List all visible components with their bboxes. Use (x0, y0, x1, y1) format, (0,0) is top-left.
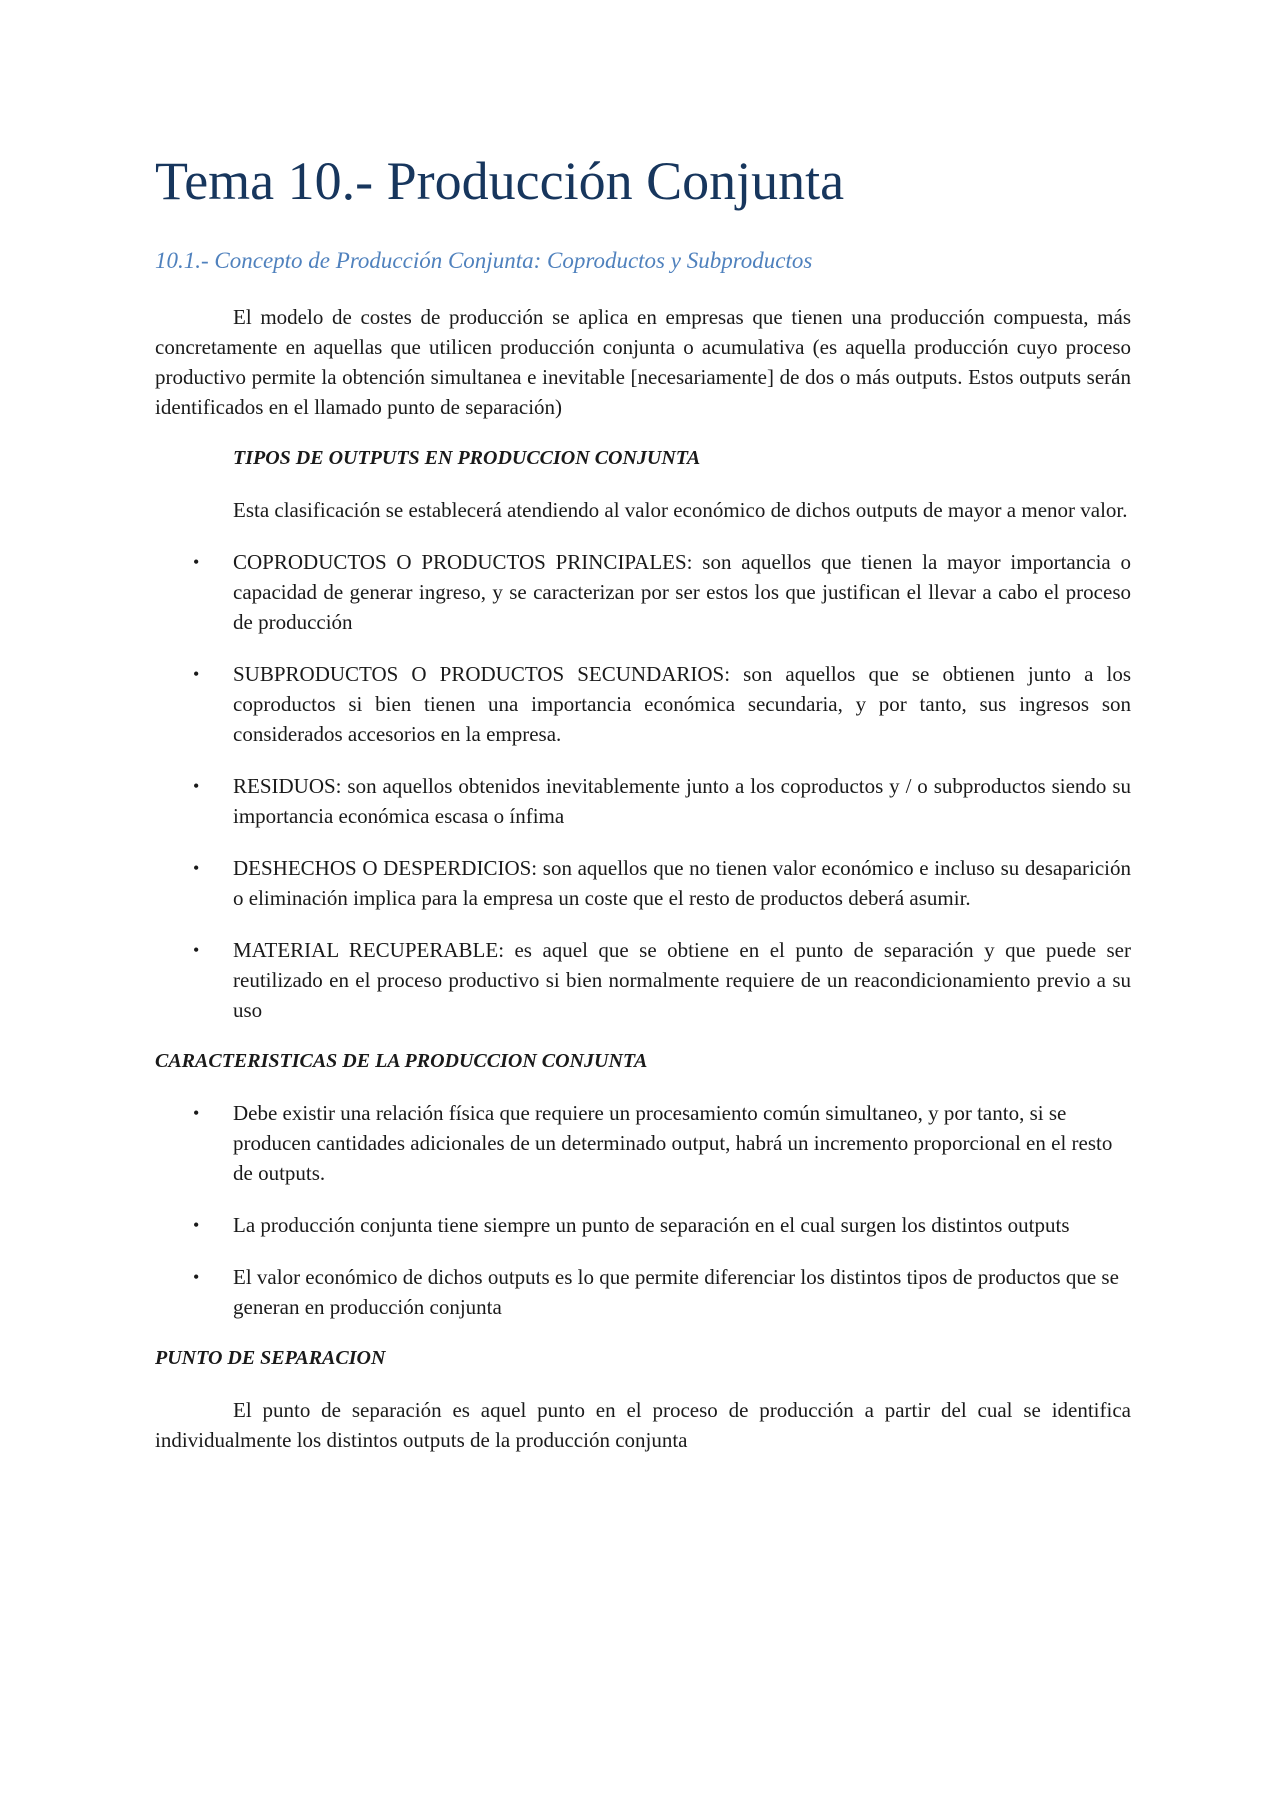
list-item-text: MATERIAL RECUPERABLE: es aquel que se obtiene en el punto de separación y que puede ser reutilizado en el proceso productivo si bien normalmente requiere de un reacondicionamiento previo a su uso (233, 938, 1131, 1022)
punto-paragraph: El punto de separación es aquel punto en el proceso de producción a partir del cual se identifica individualmente los distintos outputs de la producción conjunta (155, 1398, 1131, 1452)
intro-paragraph: El modelo de costes de producción se aplica en empresas que tienen una producción compuesta, más concretamente en aquellas que utilicen producción conjunta o acumulativa (es aquella producción cuyo proceso productivo permite la obtención simultanea e inevitable [necesariamente] de dos o más outputs. Estos outputs serán identificados en el llamado punto de separación) (155, 305, 1131, 419)
list-item (155, 1210, 1131, 1240)
tipos-list (155, 547, 1131, 1025)
tipos-paragraph: Esta clasificación se establecerá atendiendo al valor económico de dichos outputs de mayor a menor valor. (233, 498, 1128, 522)
list-item-text: Debe existir una relación física que requiere un procesamiento común simultaneo, y por tanto, si se producen cantidades adicionales de un determinado output, habrá un incremento proporcional en el resto de outputs. (233, 1101, 1113, 1185)
bullet-icon: • (193, 1215, 200, 1235)
document-title: Tema 10.- Producción Conjunta (155, 151, 845, 211)
list-item-text: RESIDUOS: son aquellos obtenidos inevitablemente junto a los coproductos y / o subproductos siendo su importancia económica escasa o ínfima (233, 774, 1131, 828)
list-item-text: SUBPRODUCTOS O PRODUCTOS SECUNDARIOS: son aquellos que se obtienen junto a los coproductos si bien tienen una importancia económica secundaria, y por tanto, sus ingresos son considerados accesorios en la empresa. (233, 662, 1131, 746)
list-item (155, 1098, 1131, 1188)
list-item-text: COPRODUCTOS O PRODUCTOS PRINCIPALES: son aquellos que tienen la mayor importancia o capacidad de generar ingreso, y se caracterizan por ser estos los que justifican el llevar a cabo el proceso de producción (233, 550, 1131, 634)
tipos-heading: TIPOS DE OUTPUTS EN PRODUCCION CONJUNTA (233, 447, 701, 469)
list-item-text: La producción conjunta tiene siempre un punto de separación en el cual surgen los distintos outputs (233, 1213, 1070, 1237)
bullet-icon: • (193, 664, 200, 684)
punto-heading: PUNTO DE SEPARACION (155, 1347, 386, 1369)
bullet-icon: • (193, 858, 200, 878)
list-item-text: DESHECHOS O DESPERDICIOS: son aquellos que no tienen valor económico e incluso su desaparición o eliminación implica para la empresa un coste que el resto de productos deberá asumir. (233, 856, 1131, 910)
caracteristicas-list (155, 1098, 1131, 1322)
list-item (155, 771, 1131, 831)
bullet-icon: • (193, 1103, 200, 1123)
list-item (155, 1262, 1131, 1322)
document-body (155, 302, 1131, 1455)
bullet-icon: • (193, 776, 200, 796)
bullet-icon: • (193, 552, 200, 572)
bullet-icon: • (193, 1267, 200, 1287)
bullet-icon: • (193, 940, 200, 960)
caracteristicas-heading: CARACTERISTICAS DE LA PRODUCCION CONJUNTA (155, 1050, 648, 1072)
list-item-text: El valor económico de dichos outputs es lo que permite diferenciar los distintos tipos de productos que se generan en producción conjunta (233, 1265, 1119, 1319)
section-subtitle: 10.1.- Concepto de Producción Conjunta: Coproductos y Subproductos (155, 248, 813, 273)
list-item (155, 659, 1131, 749)
list-item (155, 935, 1131, 1025)
list-item (155, 853, 1131, 913)
list-item (155, 547, 1131, 637)
